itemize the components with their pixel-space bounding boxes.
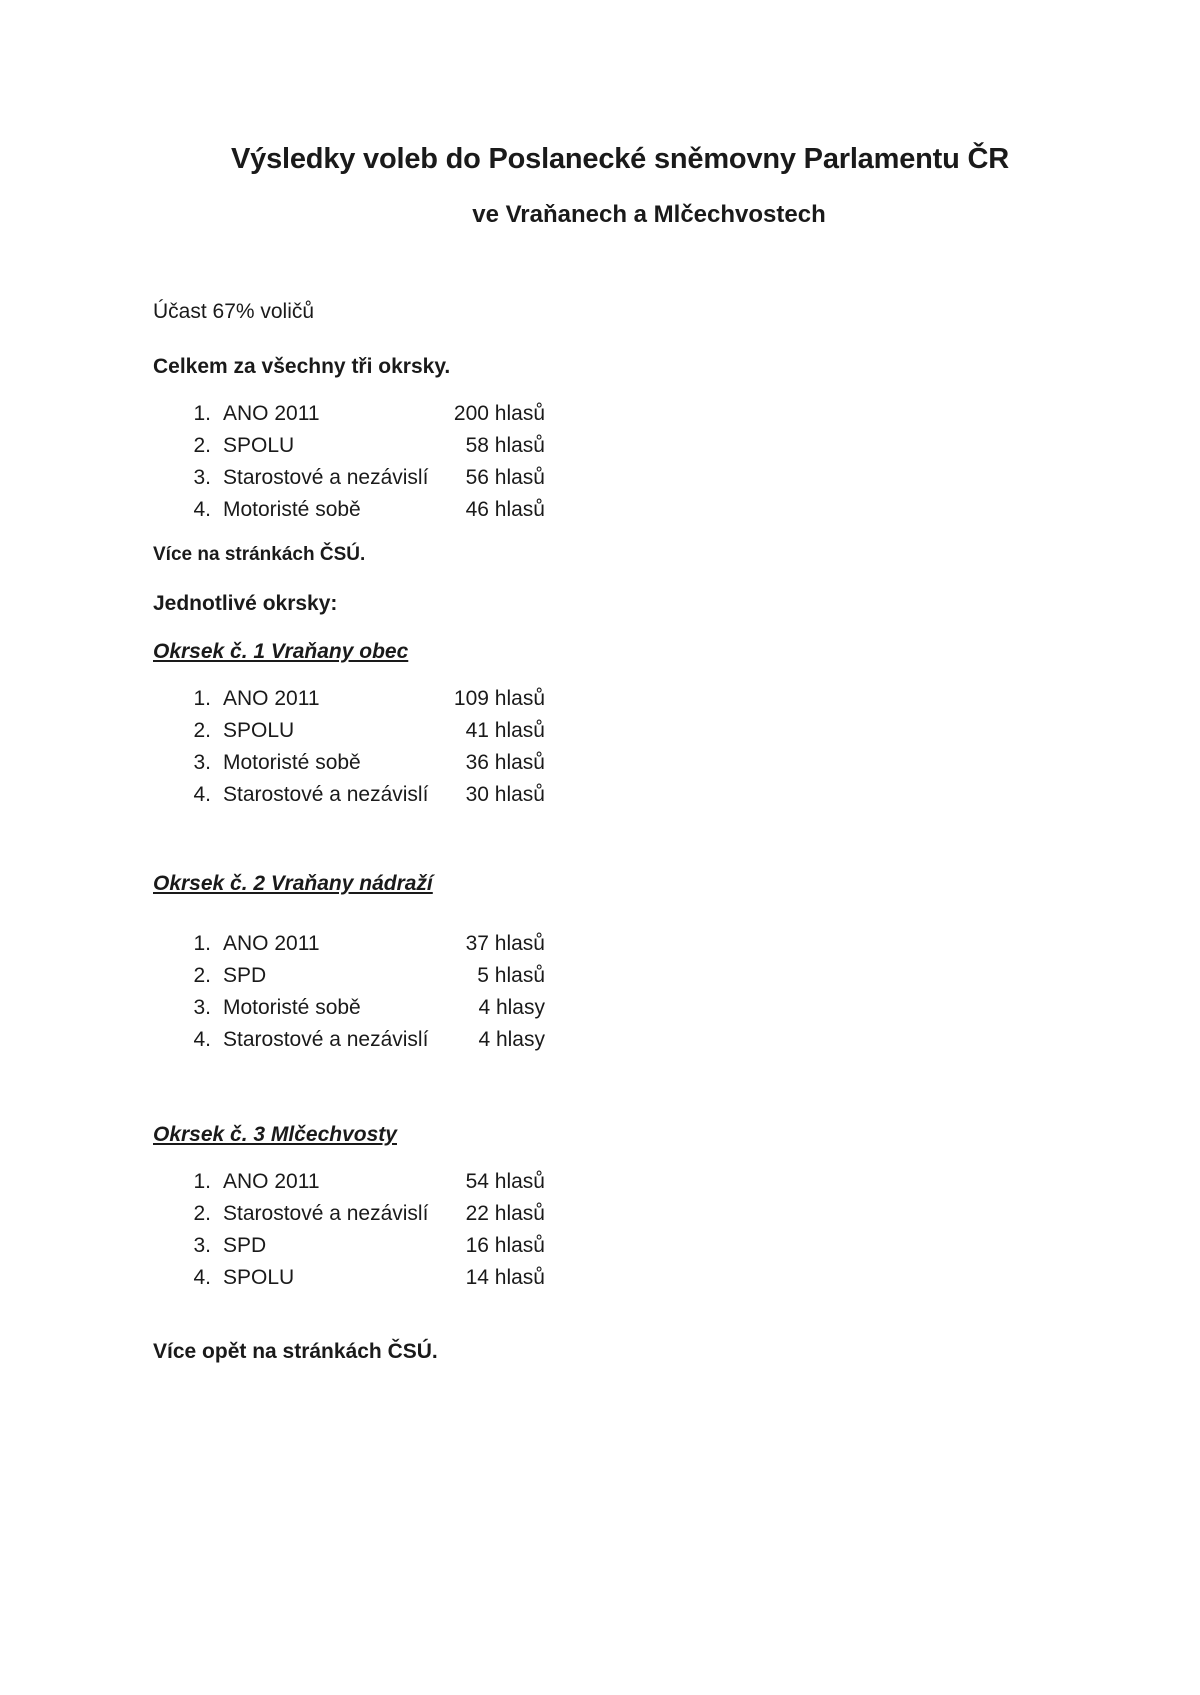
result-party: ANO 2011 — [223, 402, 320, 425]
result-votes: 30 hlasů — [465, 783, 545, 806]
result-rank: 1. — [193, 687, 211, 710]
result-party: Starostové a nezávislí — [223, 783, 429, 806]
result-votes: 54 hlasů — [465, 1170, 545, 1193]
result-row — [185, 430, 545, 462]
result-row — [185, 1166, 545, 1198]
result-row — [185, 683, 545, 715]
result-rank: 2. — [193, 964, 211, 987]
district-2-results-list — [185, 928, 545, 1056]
result-party: SPOLU — [223, 719, 295, 742]
result-rank: 4. — [193, 783, 211, 806]
result-rank: 2. — [193, 434, 211, 457]
result-rank: 3. — [193, 751, 211, 774]
result-row — [185, 1262, 545, 1294]
result-party: SPOLU — [223, 434, 295, 457]
result-rank: 3. — [193, 1234, 211, 1257]
district-heading: Okrsek č. 3 Mlčechvosty — [153, 1123, 397, 1146]
result-row — [185, 1198, 545, 1230]
result-row — [185, 715, 545, 747]
result-party: Motoristé sobě — [223, 498, 361, 521]
document-subtitle: ve Vraňanech a Mlčechvostech — [472, 201, 826, 228]
result-votes: 14 hlasů — [465, 1266, 545, 1289]
result-party: SPOLU — [223, 1266, 295, 1289]
result-row — [185, 747, 545, 779]
result-row — [185, 960, 545, 992]
document-title: Výsledky voleb do Poslanecké sněmovny Parlamentu ČR — [231, 143, 1009, 175]
turnout-text: Účast 67% voličů — [153, 300, 315, 323]
result-row — [185, 1024, 545, 1056]
result-party: SPD — [223, 1234, 267, 1257]
result-votes: 5 hlasů — [477, 964, 545, 987]
result-row — [185, 779, 545, 811]
result-votes: 56 hlasů — [465, 466, 545, 489]
result-party: Starostové a nezávislí — [223, 1202, 429, 1225]
result-votes: 16 hlasů — [465, 1234, 545, 1257]
result-rank: 4. — [193, 1028, 211, 1051]
more-info-text: Více na stránkách ČSÚ. — [153, 544, 366, 565]
result-row — [185, 1230, 545, 1262]
more-info-again-text: Více opět na stránkách ČSÚ. — [153, 1340, 438, 1363]
district-3-results-list — [185, 1166, 545, 1294]
result-votes: 37 hlasů — [465, 932, 545, 955]
result-votes: 4 hlasy — [478, 996, 545, 1019]
result-party: ANO 2011 — [223, 687, 320, 710]
result-rank: 2. — [193, 719, 211, 742]
district-heading: Okrsek č. 2 Vraňany nádraží — [153, 872, 433, 895]
result-row — [185, 928, 545, 960]
result-party: SPD — [223, 964, 267, 987]
result-rank: 2. — [193, 1202, 211, 1225]
result-party: ANO 2011 — [223, 1170, 320, 1193]
result-votes: 200 hlasů — [453, 402, 545, 425]
result-votes: 58 hlasů — [465, 434, 545, 457]
result-party: ANO 2011 — [223, 932, 320, 955]
result-votes: 41 hlasů — [465, 719, 545, 742]
result-rank: 1. — [193, 932, 211, 955]
district-heading: Okrsek č. 1 Vraňany obec — [153, 640, 409, 663]
result-party: Starostové a nezávislí — [223, 466, 429, 489]
result-party: Motoristé sobě — [223, 751, 361, 774]
result-votes: 46 hlasů — [465, 498, 545, 521]
result-rank: 1. — [193, 402, 211, 425]
total-heading: Celkem za všechny tři okrsky. — [153, 355, 451, 378]
result-party: Motoristé sobě — [223, 996, 361, 1019]
result-rank: 4. — [193, 1266, 211, 1289]
result-votes: 4 hlasy — [478, 1028, 545, 1051]
district-1-results-list — [185, 683, 545, 811]
result-rank: 4. — [193, 498, 211, 521]
districts-heading: Jednotlivé okrsky: — [153, 592, 338, 615]
result-rank: 1. — [193, 1170, 211, 1193]
result-votes: 109 hlasů — [453, 687, 545, 710]
result-votes: 22 hlasů — [465, 1202, 545, 1225]
result-party: Starostové a nezávislí — [223, 1028, 429, 1051]
result-row — [185, 462, 545, 494]
result-rank: 3. — [193, 466, 211, 489]
result-votes: 36 hlasů — [465, 751, 545, 774]
total-results-list — [185, 398, 545, 526]
result-row — [185, 992, 545, 1024]
result-row — [185, 494, 545, 526]
result-row — [185, 398, 545, 430]
result-rank: 3. — [193, 996, 211, 1019]
